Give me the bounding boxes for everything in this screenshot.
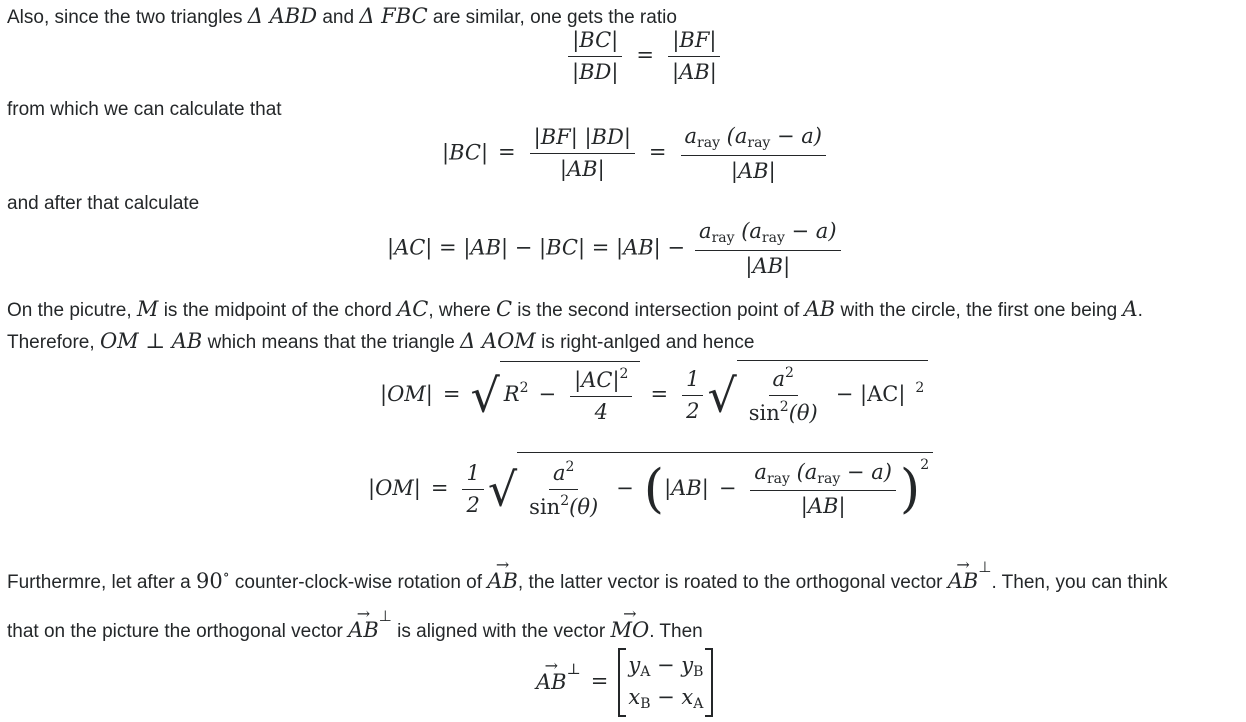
fraction-numerator: |BC| bbox=[568, 28, 622, 57]
text: − a) bbox=[784, 219, 837, 243]
equals-sign: = bbox=[648, 140, 667, 165]
paragraph-midpoint bbox=[7, 297, 1143, 322]
paragraph-calc-bc: from which we can calculate that bbox=[7, 99, 282, 120]
text: − |AC| bbox=[835, 382, 906, 407]
equals-sign: = bbox=[498, 140, 516, 165]
fraction-numerator: |BF| bbox=[668, 28, 720, 57]
fraction-denominator: |AB| bbox=[559, 157, 605, 182]
text: that on the picture the orthogonal vector bbox=[7, 621, 349, 642]
radical-sign: √ bbox=[707, 368, 737, 423]
radicand bbox=[517, 452, 933, 520]
fraction-numerator bbox=[695, 219, 841, 251]
fraction-denominator: |AB| bbox=[730, 158, 776, 183]
vector-ab-perp: → AB bbox=[947, 555, 979, 593]
text: − a) bbox=[840, 459, 892, 484]
perp-symbol: ⊥ bbox=[378, 608, 392, 625]
equals-sign: = bbox=[590, 668, 609, 693]
text: (a bbox=[734, 219, 762, 243]
exponent: 2 bbox=[920, 457, 930, 473]
fraction-denominator: |AB| bbox=[800, 494, 846, 519]
text: AB bbox=[536, 670, 567, 695]
math-90: 90∘ bbox=[196, 567, 230, 593]
fraction-numerator bbox=[549, 459, 578, 490]
exponent: 2 bbox=[560, 493, 570, 509]
text: , where bbox=[428, 300, 496, 321]
column-vector bbox=[618, 648, 713, 717]
text: is the second intersection point of bbox=[512, 300, 805, 321]
minus-sign: − bbox=[538, 382, 557, 407]
text: which means that the triangle bbox=[202, 332, 461, 353]
math-triangle-aom: Δ AOM bbox=[460, 329, 536, 353]
exponent: 2 bbox=[519, 380, 529, 397]
fraction-numerator: 1 bbox=[462, 461, 483, 490]
equation-om-1 bbox=[380, 360, 928, 426]
paragraph-calc-ac: and after that calculate bbox=[7, 193, 200, 214]
paragraph-rotation bbox=[7, 555, 1168, 594]
exponent: 2 bbox=[915, 380, 925, 397]
subscript: ray bbox=[697, 135, 720, 151]
vector-ab: → AB bbox=[487, 555, 518, 593]
text: is right-anlged and hence bbox=[535, 332, 755, 353]
matrix-row bbox=[628, 650, 703, 682]
function-sin: sin bbox=[529, 495, 561, 519]
text: (a bbox=[720, 124, 748, 148]
equation-ratio bbox=[564, 28, 725, 85]
text: Also, since the two triangles bbox=[7, 7, 248, 28]
text: are similar, one gets the ratio bbox=[427, 7, 677, 28]
math-om-perp-ab: OM ⊥ AB bbox=[99, 329, 203, 353]
exponent: 2 bbox=[619, 366, 629, 382]
var-a: a bbox=[754, 459, 767, 484]
fraction-numerator bbox=[570, 366, 632, 397]
text: On the picutre, bbox=[7, 300, 137, 321]
var-a: a bbox=[684, 124, 698, 148]
fraction-denominator: |AB| bbox=[745, 253, 791, 278]
text: (a bbox=[789, 459, 818, 484]
equation-bc bbox=[442, 124, 830, 184]
text: x bbox=[628, 685, 641, 710]
text: with the circle, the first one being bbox=[835, 300, 1123, 321]
subscript: A bbox=[640, 664, 651, 680]
paragraph-aligned bbox=[7, 604, 703, 643]
math-c: C bbox=[495, 297, 513, 321]
text: . Then, you can think bbox=[991, 572, 1168, 593]
text: Furthermre, let after a bbox=[7, 572, 197, 593]
subscript: B bbox=[640, 696, 651, 713]
fraction-numerator bbox=[681, 124, 827, 156]
fraction-denominator: |AB| bbox=[672, 60, 717, 85]
perp-symbol: ⊥ bbox=[566, 659, 581, 678]
fraction-numerator bbox=[769, 365, 798, 396]
function-sin: sin bbox=[748, 401, 780, 426]
text: − a) bbox=[770, 124, 823, 148]
fraction-denominator: 2 bbox=[466, 493, 480, 517]
left-paren: ( bbox=[643, 459, 665, 520]
text: and bbox=[317, 7, 360, 28]
text: is the midpoint of the chord bbox=[158, 300, 398, 321]
text: 90 bbox=[196, 569, 223, 593]
math-triangle-fbc: Δ FBC bbox=[359, 4, 428, 28]
radical-sign: √ bbox=[487, 462, 518, 517]
subscript: B bbox=[693, 664, 704, 680]
text: (θ) bbox=[569, 495, 599, 519]
fraction-denominator: |BD| bbox=[572, 60, 619, 85]
equation-lhs: |AC| = |AB| − |BC| = |AB| − bbox=[387, 235, 686, 260]
text: − y bbox=[650, 653, 694, 677]
equals-sign: = bbox=[636, 43, 655, 68]
equation-vector-components bbox=[536, 648, 713, 717]
vector-ab-perp: → AB bbox=[536, 656, 567, 695]
text: MO bbox=[610, 618, 650, 642]
equation-om-2 bbox=[368, 452, 933, 520]
subscript: ray bbox=[761, 230, 785, 246]
equals-sign: = bbox=[442, 382, 461, 407]
paragraph-similar-triangles bbox=[7, 4, 677, 29]
fraction-numerator bbox=[750, 460, 896, 492]
text: AB bbox=[947, 569, 979, 593]
radicand bbox=[737, 360, 929, 426]
equals-sign: = bbox=[650, 382, 669, 407]
fraction-denominator: 2 bbox=[686, 399, 700, 424]
right-paren: ) bbox=[899, 459, 921, 520]
text: is aligned with the vector bbox=[391, 621, 611, 642]
perp-symbol: ⊥ bbox=[978, 559, 992, 576]
var-r: R bbox=[503, 382, 520, 407]
vector-mo: → MO bbox=[610, 604, 650, 642]
equals-sign: = bbox=[430, 476, 449, 500]
text: . Then bbox=[649, 621, 703, 642]
minus-sign: − bbox=[616, 476, 634, 500]
math-triangle-abd: Δ ABD bbox=[247, 4, 318, 28]
text: AB bbox=[348, 618, 379, 642]
equation-lhs: |BC| bbox=[442, 140, 489, 165]
text: y bbox=[628, 653, 641, 677]
fraction-denominator bbox=[745, 396, 822, 426]
equation-lhs: |OM| bbox=[368, 476, 421, 500]
math-m: M bbox=[136, 297, 159, 321]
text: counter-clock-wise rotation of bbox=[229, 572, 488, 593]
exponent: 2 bbox=[785, 365, 794, 381]
paragraph-right-angle bbox=[7, 329, 754, 354]
exponent: 2 bbox=[779, 399, 789, 416]
text: , the latter vector is roated to the orthogonal vector bbox=[517, 572, 948, 593]
var-a: a bbox=[772, 367, 786, 391]
equation-ac bbox=[387, 219, 845, 279]
subscript: ray bbox=[747, 135, 771, 151]
radicand bbox=[500, 361, 641, 425]
text: |AB| bbox=[664, 476, 709, 500]
fraction-numerator: 1 bbox=[682, 367, 703, 396]
vector-ab-perp: → AB bbox=[348, 604, 379, 642]
math-ab: AB bbox=[804, 297, 836, 321]
subscript: ray bbox=[711, 230, 735, 246]
fraction-denominator bbox=[525, 490, 602, 520]
fraction-numerator: |BF| |BD| bbox=[530, 125, 635, 154]
text: AB bbox=[487, 569, 518, 593]
var-a: a bbox=[699, 219, 712, 243]
math-a: A bbox=[1122, 297, 1138, 321]
exponent: 2 bbox=[565, 458, 575, 475]
var-a: a bbox=[552, 460, 566, 485]
fraction-denominator: 4 bbox=[594, 400, 608, 425]
subscript: A bbox=[693, 696, 704, 713]
math-ac: AC bbox=[397, 297, 429, 321]
subscript: ray bbox=[817, 470, 841, 487]
text: Therefore, bbox=[7, 332, 100, 353]
equation-lhs: |OM| bbox=[380, 382, 433, 407]
text: . bbox=[1137, 300, 1143, 321]
minus-sign: − bbox=[718, 476, 737, 500]
text: − x bbox=[650, 685, 694, 710]
text: (θ) bbox=[788, 401, 818, 426]
subscript: ray bbox=[766, 470, 790, 487]
text: |AC| bbox=[574, 368, 620, 392]
radical-sign: √ bbox=[470, 368, 500, 423]
matrix-row bbox=[628, 682, 703, 714]
